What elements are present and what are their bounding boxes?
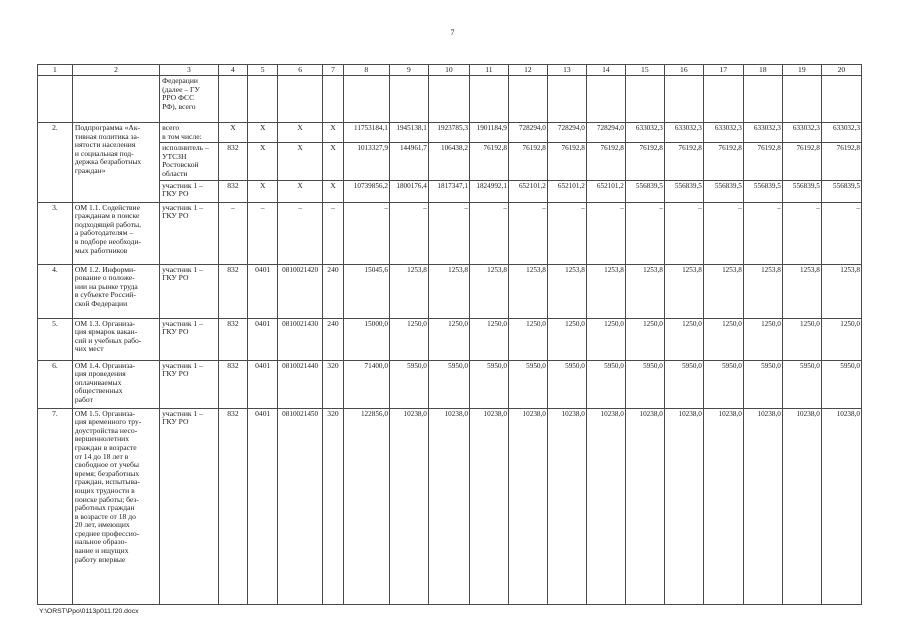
amount-cell: 652101,2: [547, 180, 586, 202]
amount-cell: 1253,8: [743, 264, 782, 318]
column-number: 15: [625, 65, 664, 76]
amount-cell: –: [389, 202, 428, 264]
amount-cell: 10238,0: [469, 408, 508, 604]
amount-cell: 5950,0: [743, 360, 782, 408]
amount-cell: 1250,0: [703, 318, 743, 360]
budget-code-cell: 832: [218, 264, 248, 318]
column-numbers-row: [38, 65, 862, 76]
executor-cell: исполнитель – УТСЗН Ростовской области: [160, 143, 218, 180]
budget-code-cell: 0810021420: [278, 264, 323, 318]
amount-cell: 5950,0: [586, 360, 625, 408]
amount-cell: 10238,0: [703, 408, 743, 604]
amount-cell: 1253,8: [389, 264, 428, 318]
table-row: [38, 360, 862, 408]
amount-cell: 76192,8: [664, 143, 703, 180]
amount-cell: 15045,6: [343, 264, 389, 318]
amount-cell: 1250,0: [389, 318, 428, 360]
amount-cell: 10238,0: [389, 408, 428, 604]
amount-cell: 76192,8: [469, 143, 508, 180]
executor-cell: участник 1 – ГКУ РО: [160, 202, 218, 264]
row-number: 6.: [38, 360, 73, 408]
amount-cell: 5950,0: [703, 360, 743, 408]
amount-cell: 106438,2: [428, 143, 469, 180]
amount-cell: –: [343, 202, 389, 264]
budget-code-cell: X: [248, 180, 278, 202]
budget-code-cell: [248, 76, 278, 123]
amount-cell: 144961,7: [389, 143, 428, 180]
executor-cell: участник 1 – ГКУ РО: [160, 408, 218, 604]
amount-cell: 76192,8: [508, 143, 547, 180]
row-number: 3.: [38, 202, 73, 264]
amount-cell: [428, 76, 469, 123]
amount-cell: 5950,0: [469, 360, 508, 408]
row-number: 2.: [38, 123, 73, 203]
column-number: 18: [743, 65, 782, 76]
program-name-cell: ОМ 1.2. Информи- рование о положе- нии на рынке труда в субъекте Россий- ской Федерации: [72, 264, 159, 318]
budget-code-cell: 832: [218, 180, 248, 202]
amount-cell: [508, 76, 547, 123]
amount-cell: 71400,0: [343, 360, 389, 408]
amount-cell: 633032,3: [743, 123, 782, 143]
amount-cell: –: [703, 202, 743, 264]
amount-cell: 556839,5: [743, 180, 782, 202]
amount-cell: 1250,0: [625, 318, 664, 360]
column-number: 17: [703, 65, 743, 76]
amount-cell: –: [821, 202, 861, 264]
budget-code-cell: 832: [218, 143, 248, 180]
amount-cell: [782, 76, 821, 123]
amount-cell: [343, 76, 389, 123]
column-number: 1: [38, 65, 73, 76]
column-number: 5: [248, 65, 278, 76]
executor-cell: Федерации (далее – ГУ РРО ФСС РФ), всего: [160, 76, 218, 123]
amount-cell: –: [625, 202, 664, 264]
budget-code-cell: –: [323, 202, 344, 264]
table-row: [38, 264, 862, 318]
amount-cell: 10238,0: [821, 408, 861, 604]
amount-cell: 652101,2: [508, 180, 547, 202]
amount-cell: [469, 76, 508, 123]
amount-cell: 1253,8: [664, 264, 703, 318]
amount-cell: [389, 76, 428, 123]
amount-cell: 1250,0: [586, 318, 625, 360]
amount-cell: 1824992,1: [469, 180, 508, 202]
amount-cell: 11753184,1: [343, 123, 389, 143]
budget-code-cell: X: [248, 143, 278, 180]
amount-cell: 1250,0: [428, 318, 469, 360]
amount-cell: 1253,8: [703, 264, 743, 318]
table-row: [38, 318, 862, 360]
amount-cell: 1253,8: [782, 264, 821, 318]
column-number: 4: [218, 65, 248, 76]
budget-code-cell: 320: [323, 360, 344, 408]
amount-cell: 5950,0: [428, 360, 469, 408]
amount-cell: 633032,3: [703, 123, 743, 143]
amount-cell: 1253,8: [625, 264, 664, 318]
column-number: 19: [782, 65, 821, 76]
row-number: 5.: [38, 318, 73, 360]
amount-cell: –: [586, 202, 625, 264]
amount-cell: 10739856,2: [343, 180, 389, 202]
program-name-cell: ОМ 1.3. Организа- ция ярмарок вакан- сий и учебных рабо- чих мест: [72, 318, 159, 360]
column-number: 20: [821, 65, 861, 76]
amount-cell: –: [547, 202, 586, 264]
amount-cell: [664, 76, 703, 123]
amount-cell: 1901184,9: [469, 123, 508, 143]
amount-cell: 1250,0: [547, 318, 586, 360]
amount-cell: [821, 76, 861, 123]
amount-cell: 5950,0: [547, 360, 586, 408]
amount-cell: 728294,0: [547, 123, 586, 143]
budget-code-cell: –: [278, 202, 323, 264]
row-number: 7.: [38, 408, 73, 604]
program-name-cell: ОМ 1.4. Организа- ция проведения оплачиваемых общественных работ: [72, 360, 159, 408]
budget-code-cell: –: [248, 202, 278, 264]
amount-cell: 1800176,4: [389, 180, 428, 202]
amount-cell: 5950,0: [389, 360, 428, 408]
amount-cell: 556839,5: [664, 180, 703, 202]
amount-cell: 76192,8: [625, 143, 664, 180]
amount-cell: –: [782, 202, 821, 264]
amount-cell: 1253,8: [586, 264, 625, 318]
column-number: 14: [586, 65, 625, 76]
amount-cell: 556839,5: [625, 180, 664, 202]
table-row: [38, 76, 862, 123]
budget-code-cell: X: [323, 143, 344, 180]
column-number: 11: [469, 65, 508, 76]
amount-cell: 76192,8: [821, 143, 861, 180]
amount-cell: 1250,0: [743, 318, 782, 360]
amount-cell: 652101,2: [586, 180, 625, 202]
budget-code-cell: 0810021440: [278, 360, 323, 408]
amount-cell: 1253,8: [821, 264, 861, 318]
amount-cell: 633032,3: [782, 123, 821, 143]
amount-cell: 1250,0: [469, 318, 508, 360]
budget-code-cell: X: [218, 123, 248, 143]
file-path-footer: Y:\ORST\Ppo\0113p011.f20.docx: [39, 608, 139, 615]
budget-code-cell: 240: [323, 318, 344, 360]
amount-cell: 10238,0: [743, 408, 782, 604]
amount-cell: –: [428, 202, 469, 264]
amount-cell: 10238,0: [625, 408, 664, 604]
amount-cell: 5950,0: [625, 360, 664, 408]
amount-cell: 633032,3: [625, 123, 664, 143]
amount-cell: 1253,8: [428, 264, 469, 318]
column-number: 3: [160, 65, 218, 76]
amount-cell: 633032,3: [821, 123, 861, 143]
amount-cell: 556839,5: [821, 180, 861, 202]
budget-code-cell: X: [323, 123, 344, 143]
amount-cell: 556839,5: [782, 180, 821, 202]
amount-cell: [743, 76, 782, 123]
budget-code-cell: X: [278, 123, 323, 143]
amount-cell: [703, 76, 743, 123]
amount-cell: 728294,0: [586, 123, 625, 143]
amount-cell: –: [664, 202, 703, 264]
budget-code-cell: X: [278, 180, 323, 202]
amount-cell: 633032,3: [664, 123, 703, 143]
amount-cell: 76192,8: [703, 143, 743, 180]
amount-cell: 10238,0: [782, 408, 821, 604]
amount-cell: 15000,0: [343, 318, 389, 360]
amount-cell: –: [743, 202, 782, 264]
budget-code-cell: [218, 76, 248, 123]
budget-code-cell: 0810021430: [278, 318, 323, 360]
budget-code-cell: X: [248, 123, 278, 143]
amount-cell: 10238,0: [508, 408, 547, 604]
budget-code-cell: [323, 76, 344, 123]
budget-code-cell: 832: [218, 408, 248, 604]
row-number: 4.: [38, 264, 73, 318]
budget-code-cell: 0401: [248, 360, 278, 408]
amount-cell: 122856,0: [343, 408, 389, 604]
executor-cell: участник 1 – ГКУ РО: [160, 360, 218, 408]
amount-cell: 728294,0: [508, 123, 547, 143]
amount-cell: 10238,0: [664, 408, 703, 604]
budget-code-cell: 0401: [248, 264, 278, 318]
amount-cell: 1253,8: [469, 264, 508, 318]
page-number: 7: [450, 28, 455, 37]
program-name-cell: ОМ 1.5. Организа- ция временного тру- доустройства несо- вершеннолетних граждан в возрасте от 14 до 18 лет в свободное от учебы время; безработных граждан, испытыва- ющих трудности в поиске работы; без- работных граждан в возрасте от 18 до 20 лет, имеющих среднее профессио- нальное образо- вание и ищущих работу впервые: [72, 408, 159, 604]
amount-cell: [547, 76, 586, 123]
amount-cell: 1923785,3: [428, 123, 469, 143]
amount-cell: [625, 76, 664, 123]
budget-code-cell: [278, 76, 323, 123]
amount-cell: 10238,0: [428, 408, 469, 604]
program-name-cell: ОМ 1.1. Содействие гражданам в поиске подходящей работы, а работодателям – в подборе необходи- мых работников: [72, 202, 159, 264]
budget-code-cell: 832: [218, 360, 248, 408]
executor-cell: участник 1 – ГКУ РО: [160, 318, 218, 360]
amount-cell: 5950,0: [782, 360, 821, 408]
amount-cell: 1817347,1: [428, 180, 469, 202]
table-row: [38, 408, 862, 604]
column-number: 12: [508, 65, 547, 76]
amount-cell: 556839,5: [703, 180, 743, 202]
amount-cell: 76192,8: [586, 143, 625, 180]
amount-cell: 76192,8: [782, 143, 821, 180]
budget-code-cell: 240: [323, 264, 344, 318]
table-row: [38, 123, 862, 143]
budget-code-cell: –: [218, 202, 248, 264]
budget-code-cell: 0810021450: [278, 408, 323, 604]
table-row: [38, 202, 862, 264]
budget-code-cell: 320: [323, 408, 344, 604]
column-number: 16: [664, 65, 703, 76]
budget-code-cell: X: [278, 143, 323, 180]
amount-cell: 5950,0: [664, 360, 703, 408]
budget-code-cell: 0401: [248, 318, 278, 360]
amount-cell: 1250,0: [782, 318, 821, 360]
amount-cell: –: [508, 202, 547, 264]
program-name-cell: Подпрограмма «Ак- тивная политика за- нятости населения и социальная под- держка безработных граждан»: [72, 123, 159, 203]
column-number: 13: [547, 65, 586, 76]
amount-cell: 1250,0: [508, 318, 547, 360]
amount-cell: 1945138,1: [389, 123, 428, 143]
program-name-cell: [72, 76, 159, 123]
amount-cell: 76192,8: [547, 143, 586, 180]
column-number: 6: [278, 65, 323, 76]
amount-cell: 1253,8: [508, 264, 547, 318]
table-row: [38, 143, 862, 180]
table-row: [38, 180, 862, 202]
executor-cell: участник 1 – ГКУ РО: [160, 264, 218, 318]
column-number: 10: [428, 65, 469, 76]
budget-code-cell: 832: [218, 318, 248, 360]
amount-cell: [586, 76, 625, 123]
amount-cell: 1253,8: [547, 264, 586, 318]
amount-cell: 76192,8: [743, 143, 782, 180]
budget-code-cell: X: [323, 180, 344, 202]
amount-cell: 5950,0: [821, 360, 861, 408]
column-number: 8: [343, 65, 389, 76]
executor-cell: всего в том числе:: [160, 123, 218, 143]
amount-cell: 1250,0: [664, 318, 703, 360]
column-number: 9: [389, 65, 428, 76]
amount-cell: 10238,0: [586, 408, 625, 604]
amount-cell: 10238,0: [547, 408, 586, 604]
amount-cell: 1013327,9: [343, 143, 389, 180]
budget-table: [37, 64, 862, 605]
amount-cell: 1250,0: [821, 318, 861, 360]
column-number: 7: [323, 65, 344, 76]
executor-cell: участник 1 – ГКУ РО: [160, 180, 218, 202]
budget-code-cell: 0401: [248, 408, 278, 604]
amount-cell: –: [469, 202, 508, 264]
amount-cell: 5950,0: [508, 360, 547, 408]
row-number: [38, 76, 73, 123]
column-number: 2: [72, 65, 159, 76]
